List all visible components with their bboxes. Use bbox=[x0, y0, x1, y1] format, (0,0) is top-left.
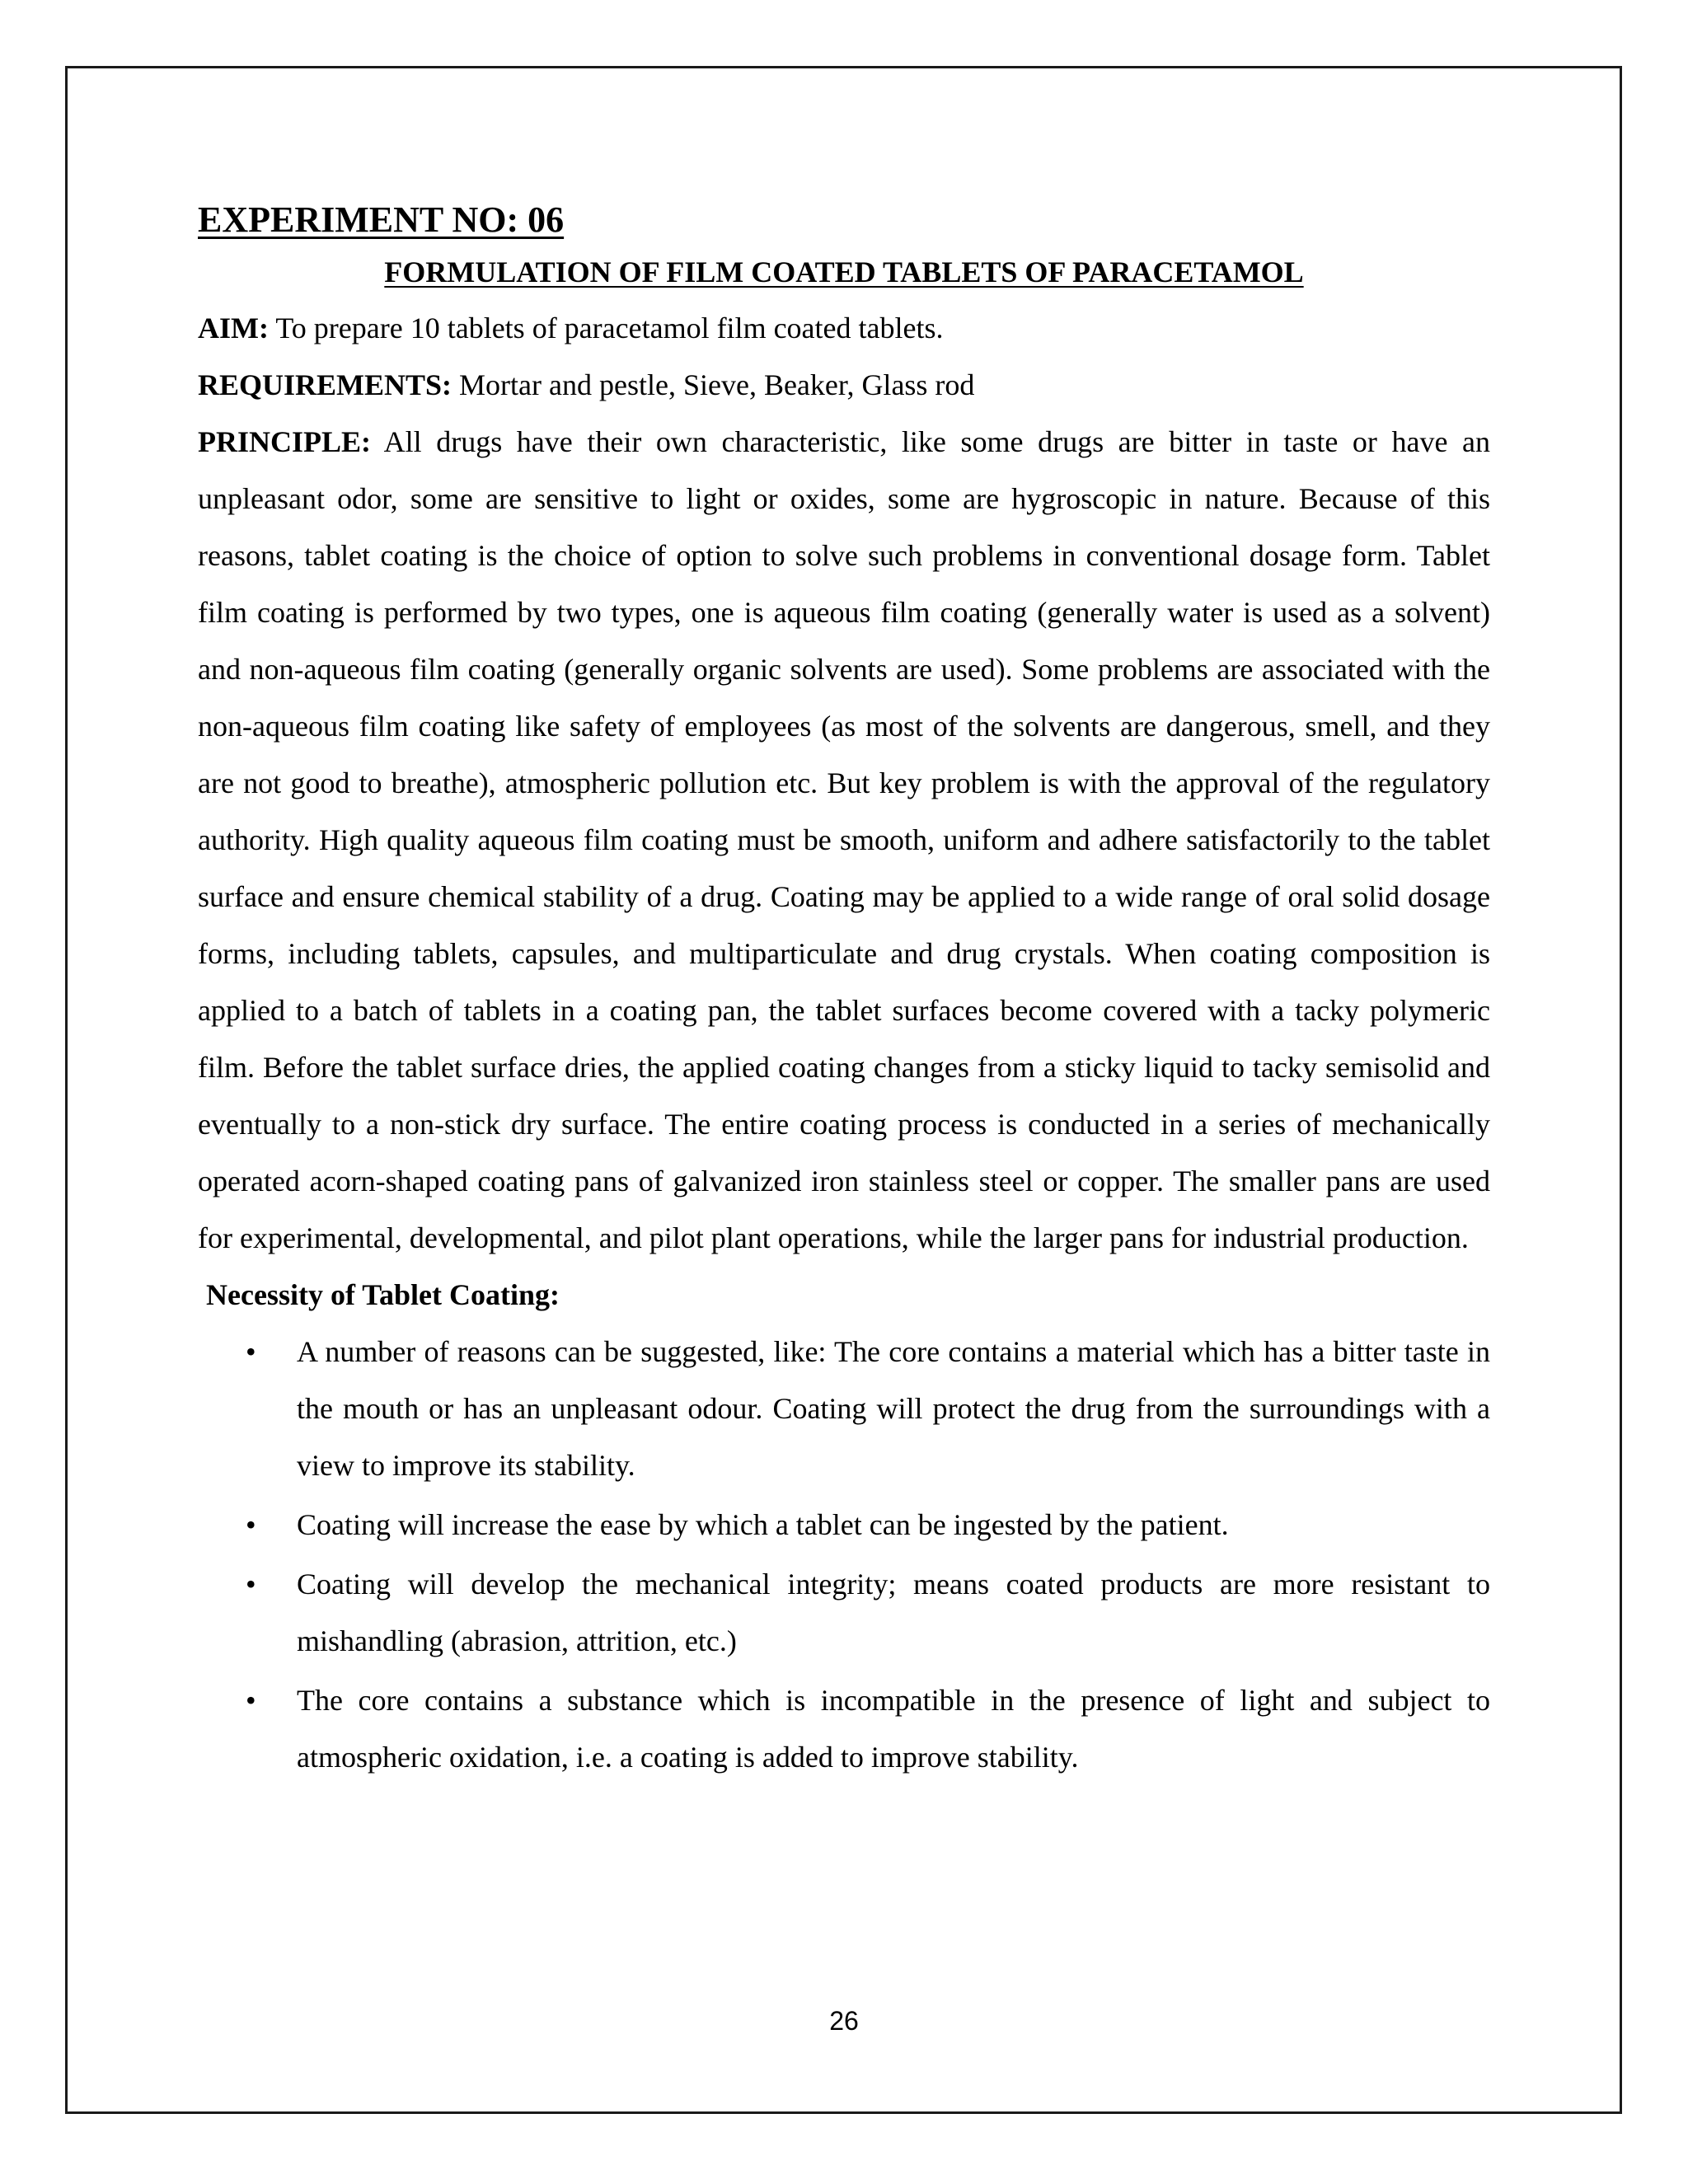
bullet-icon: • bbox=[246, 1335, 256, 1368]
list-item-text: A number of reasons can be suggested, like: The core contains a material which has a bitter taste in the mouth or has an unpleasant odour. Coating will protect the drug from the surroundings with a view to improve its stability. bbox=[297, 1335, 1490, 1482]
bullet-icon: • bbox=[246, 1568, 256, 1601]
principle-label: PRINCIPLE: bbox=[198, 425, 372, 458]
principle-text: All drugs have their own characteristic, like some drugs are bitter in taste or have an unpleasant odor, some are sensitive to light or oxides, some are hygroscopic in nature. Because of this reasons, tablet coating is the choice of option to solve such problems in conventional dosage form. Tablet film coating is performed by two types, one is aqueous film coating (generally water is used as a solvent) and non-aqueous film coating (generally organic solvents are used). Some problems are associated with the non-aqueous film coating like safety of employees (as most of the solvents are dangerous, smell, and they are not good to breathe), atmospheric pollution etc. But key problem is with the approval of the regulatory authority. High quality aqueous film coating must be smooth, uniform and adhere satisfactorily to the tablet surface and ensure chemical stability of a drug. Coating may be applied to a wide range of oral solid dosage forms, including tablets, capsules, and multiparticulate and drug crystals. When coating composition is applied to a batch of tablets in a coating pan, the tablet surfaces become covered with a tacky polymeric film. Before the tablet surface dries, the applied coating changes from a sticky liquid to tacky semisolid and eventually to a non-stick dry surface. The entire coating process is conducted in a series of mechanically operated acorn-shaped coating pans of galvanized iron stainless steel or copper. The smaller pans are used for experimental, developmental, and pilot plant operations, while the larger pans for industrial production. bbox=[198, 425, 1490, 1254]
list-item-text: Coating will develop the mechanical integrity; means coated products are more resistant to mishandling (abrasion, attrition, etc.) bbox=[297, 1568, 1490, 1657]
list-item-text: The core contains a substance which is incompatible in the presence of light and subject to atmospheric oxidation, i.e. a coating is added to improve stability. bbox=[297, 1684, 1490, 1774]
page-number: 26 bbox=[829, 2006, 859, 2036]
principle-paragraph bbox=[198, 414, 1490, 1267]
necessity-heading: Necessity of Tablet Coating: bbox=[206, 1278, 560, 1311]
bullet-icon: • bbox=[246, 1684, 256, 1717]
aim-text: To prepare 10 tablets of paracetamol film coated tablets. bbox=[268, 312, 944, 344]
experiment-title: EXPERIMENT NO: 06 bbox=[198, 199, 565, 240]
list-item bbox=[198, 1324, 1490, 1494]
aim-label: AIM: bbox=[198, 312, 269, 344]
list-item bbox=[198, 1497, 1490, 1554]
document-body bbox=[198, 196, 1490, 1788]
necessity-list bbox=[198, 1324, 1490, 1786]
bullet-icon: • bbox=[246, 1508, 256, 1541]
list-item bbox=[198, 1672, 1490, 1786]
requirements-label: REQUIREMENTS: bbox=[198, 368, 452, 401]
list-item bbox=[198, 1556, 1490, 1670]
requirements-text: Mortar and pestle, Sieve, Beaker, Glass rod bbox=[452, 368, 975, 401]
requirements-paragraph bbox=[198, 357, 1490, 414]
aim-paragraph bbox=[198, 300, 1490, 357]
list-item-text: Coating will increase the ease by which a tablet can be ingested by the patient. bbox=[297, 1508, 1229, 1541]
experiment-subtitle: FORMULATION OF FILM COATED TABLETS OF PARACETAMOL bbox=[384, 255, 1304, 288]
